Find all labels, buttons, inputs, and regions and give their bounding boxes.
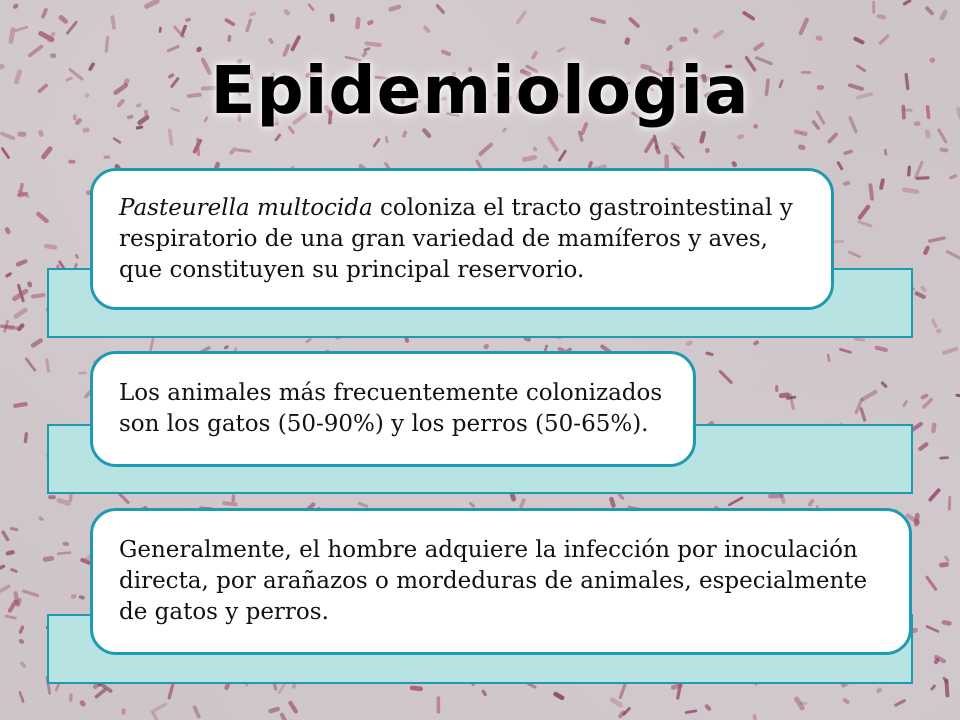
bacterium <box>168 128 174 145</box>
bacterium <box>939 9 949 21</box>
bacterium <box>955 394 960 398</box>
bacterium <box>807 498 815 507</box>
bacterium <box>57 551 72 555</box>
bacterium <box>30 337 44 348</box>
bacterium <box>742 10 756 21</box>
item-card-1 <box>90 168 834 310</box>
bacterium <box>10 527 19 532</box>
bacterium <box>31 293 46 299</box>
bacterium <box>401 130 407 138</box>
bacterium <box>872 1 875 14</box>
bacterium <box>944 555 950 562</box>
bacterium <box>410 685 424 691</box>
bacterium <box>274 133 282 142</box>
bacterium <box>857 220 873 228</box>
bacterium <box>836 161 844 171</box>
bacterium <box>737 134 745 140</box>
bacterium <box>24 432 29 443</box>
bacterium <box>853 36 865 45</box>
bacterium <box>827 132 839 145</box>
bacterium <box>914 513 920 527</box>
bacterium <box>330 13 335 22</box>
bacterium <box>857 204 871 221</box>
bacterium <box>112 137 121 144</box>
bacterium <box>388 4 402 12</box>
bacterium <box>249 11 257 17</box>
bacterium <box>68 160 75 164</box>
bacterium <box>143 0 160 10</box>
bacterium <box>5 550 15 556</box>
bacterium <box>366 19 374 26</box>
bacterium <box>705 351 714 356</box>
bacterium <box>62 542 69 547</box>
bacterium <box>590 17 607 25</box>
bacterium <box>5 272 13 278</box>
bacterium <box>930 684 937 691</box>
bacterium <box>937 128 948 144</box>
bacterium <box>815 35 823 42</box>
bacterium <box>948 496 951 511</box>
bacterium <box>718 369 733 384</box>
bacterium <box>482 343 489 351</box>
bacterium <box>0 147 10 160</box>
bacterium <box>685 709 698 714</box>
bacterium <box>643 137 655 153</box>
bacterium <box>859 407 867 422</box>
bacterium <box>79 699 87 707</box>
bacterium <box>121 708 125 715</box>
bacterium <box>752 41 765 52</box>
bacterium <box>288 700 299 714</box>
bacterium <box>15 258 28 267</box>
bacterium <box>268 37 275 44</box>
bacterium <box>902 400 908 408</box>
bacterium <box>48 495 56 499</box>
bacterium <box>914 160 924 179</box>
bacterium <box>103 155 110 158</box>
bacterium <box>42 555 54 562</box>
bacterium <box>78 595 85 600</box>
bacterium <box>227 35 231 42</box>
bacterium <box>936 328 942 334</box>
bacterium <box>17 132 26 137</box>
bacterium <box>1 530 10 542</box>
bacterium <box>223 345 229 350</box>
bacterium <box>236 148 251 153</box>
bacterium <box>0 131 16 140</box>
bacterium <box>878 34 890 46</box>
bacterium <box>753 340 760 346</box>
bacterium <box>931 318 938 328</box>
bacterium <box>914 291 927 300</box>
bacterium <box>24 357 36 372</box>
bacterium <box>925 575 938 591</box>
bacterium <box>907 166 911 177</box>
bacterium <box>27 281 33 288</box>
bacterium <box>437 696 441 713</box>
bacterium <box>843 181 851 186</box>
bacterium <box>13 307 29 320</box>
bacterium <box>22 589 40 597</box>
bacterium <box>944 679 949 698</box>
bacterium <box>515 10 527 25</box>
bacterium <box>628 16 641 28</box>
bacterium <box>18 625 25 634</box>
bacterium <box>917 441 929 452</box>
bacterium <box>481 689 488 697</box>
bacterium <box>363 47 370 52</box>
bacterium <box>728 496 744 507</box>
bacterium <box>894 699 907 708</box>
bacterium <box>478 142 494 157</box>
bacterium <box>827 353 831 362</box>
bacterium <box>685 340 693 347</box>
bacterium <box>70 594 77 600</box>
bacterium <box>41 7 49 19</box>
bacterium <box>705 148 710 153</box>
bacterium <box>19 660 27 668</box>
bacterium <box>44 243 58 250</box>
bacterium <box>794 129 803 135</box>
item-body-1: coloniza el tracto gastrointestinal y respiratorio de una gran variedad de mamíferos y aves, que constituyen su principal reservorio. <box>119 194 793 283</box>
bacterium <box>185 17 192 22</box>
bacterium <box>925 625 939 633</box>
bacterium <box>924 129 931 139</box>
bacterium <box>364 41 382 47</box>
bacterium <box>69 693 73 702</box>
bacterium <box>942 346 959 355</box>
bacterium <box>6 326 21 330</box>
bacterium <box>18 638 25 645</box>
bacterium <box>224 18 236 27</box>
bacterium <box>547 136 560 153</box>
bacterium <box>839 348 852 354</box>
bacterium <box>422 25 431 34</box>
bacterium <box>192 705 201 719</box>
bacterium <box>283 8 291 16</box>
bacterium <box>552 691 565 701</box>
bacterium <box>245 18 253 32</box>
bacterium <box>40 145 54 160</box>
bacterium <box>902 187 920 195</box>
bacterium <box>624 37 631 45</box>
bacterium <box>18 691 25 703</box>
bacterium <box>0 564 6 575</box>
bacterium <box>949 174 958 180</box>
bacterium <box>798 17 810 36</box>
bacterium <box>78 372 86 375</box>
bacterium <box>868 183 874 201</box>
bacterium <box>279 712 289 720</box>
item-text-1 <box>119 193 813 286</box>
bacterium <box>74 253 79 259</box>
bacterium <box>4 226 11 235</box>
bacterium <box>928 488 942 503</box>
bacterium <box>609 496 617 508</box>
bacterium <box>12 3 19 10</box>
bacterium <box>532 146 537 152</box>
bacterium <box>290 35 301 52</box>
bacterium <box>4 614 17 619</box>
bacterium <box>10 568 18 574</box>
bacterium <box>876 14 886 20</box>
bacterium <box>939 456 949 459</box>
bacterium <box>884 149 888 156</box>
bacterium <box>920 285 927 293</box>
bacterium <box>305 338 312 344</box>
bacterium <box>222 501 238 507</box>
bacterium <box>843 149 853 155</box>
bacterium <box>775 385 778 392</box>
bacterium <box>875 686 882 694</box>
bacterium <box>928 236 946 243</box>
bacterium <box>679 36 688 42</box>
bacterium <box>902 0 912 6</box>
bacterium <box>38 516 44 522</box>
bacterium <box>920 393 929 400</box>
bacterium <box>654 145 661 155</box>
bacterium <box>699 130 707 144</box>
bacterium <box>159 27 162 33</box>
bacterium <box>14 25 28 32</box>
bacterium <box>355 17 361 30</box>
bacterium <box>842 697 850 704</box>
bacterium <box>37 129 44 137</box>
bacterium <box>752 714 757 720</box>
bacterium <box>731 160 738 168</box>
bacterium <box>385 136 389 143</box>
item-text-3: Generalmente, el hombre adquiere la infección por inoculación directa, por arañazos o mordeduras de animales, especialmente de gatos y perros. <box>119 537 868 625</box>
bacterium <box>110 15 116 30</box>
item-card-2 <box>90 351 696 467</box>
bacterium <box>704 703 712 711</box>
bacterium <box>435 4 445 15</box>
bacterium <box>228 146 238 156</box>
slide-title: Epidemiologia <box>210 52 750 129</box>
bacterium <box>692 27 699 35</box>
bacterium <box>372 138 380 148</box>
bacterium <box>874 345 888 352</box>
bacterium <box>924 6 934 16</box>
bacterium <box>798 144 807 151</box>
item-card-3 <box>90 508 912 655</box>
bacterium <box>105 36 110 53</box>
bacterium <box>712 29 725 40</box>
bacterium <box>665 44 673 52</box>
bacterium <box>58 14 69 25</box>
bacterium <box>939 147 948 152</box>
bacterium <box>848 250 862 258</box>
bacterium <box>45 358 50 373</box>
bacterium <box>167 682 175 700</box>
bacterium <box>231 494 235 502</box>
bacterium <box>268 706 281 714</box>
item-text-2: Los animales más frecuentemente colonizados son los gatos (50-90%) y los perros (50-65%). <box>119 380 663 437</box>
bacterium <box>8 27 16 45</box>
bacterium <box>558 149 568 162</box>
bacterium <box>35 211 49 224</box>
bacterium <box>149 338 154 352</box>
bacterium <box>879 178 885 190</box>
bacterium <box>931 422 937 433</box>
bacterium <box>789 393 795 410</box>
item-italic-1: Pasteurella multocida <box>119 194 373 221</box>
bacterium <box>150 702 168 714</box>
bacterium <box>945 249 960 260</box>
bacterium <box>941 620 952 626</box>
bacterium <box>880 381 888 389</box>
bacterium <box>522 155 538 163</box>
bacterium <box>922 245 930 256</box>
bacterium <box>13 402 28 409</box>
bacterium <box>939 562 950 568</box>
bacterium <box>307 3 315 12</box>
bacterium <box>0 584 11 594</box>
